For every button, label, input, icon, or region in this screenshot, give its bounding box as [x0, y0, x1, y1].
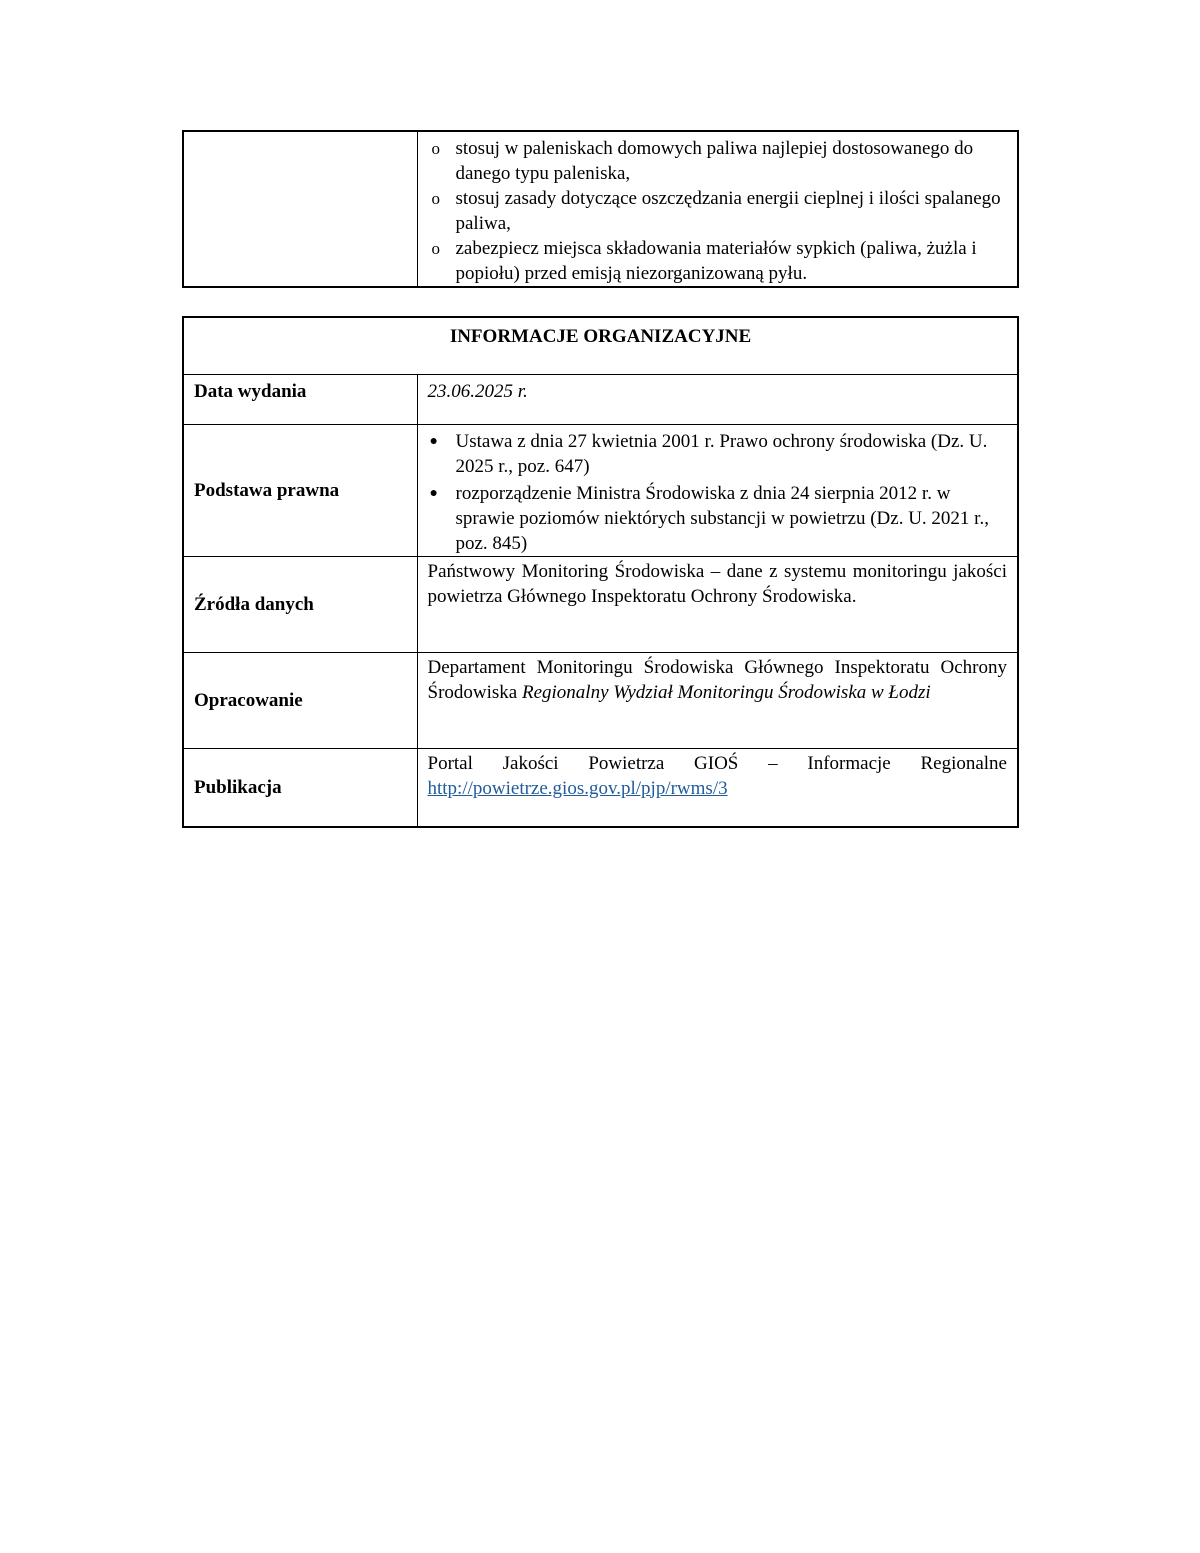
data-wydania-value: 23.06.2025 r.: [417, 374, 1018, 424]
list-item: [428, 429, 1008, 479]
legal-basis-text: Ustawa z dnia 27 kwietnia 2001 r. Prawo ochrony środowiska (Dz. U. 2025 r., poz. 647): [455, 430, 988, 477]
table-row: [183, 424, 1018, 556]
disc-bullet-icon: ●: [429, 433, 438, 449]
recommendations-empty-cell: [183, 131, 417, 287]
recommendation-text: stosuj zasady dotyczące oszczędzania energii cieplnej i ilości spalanego paliwa,: [455, 188, 1001, 234]
circle-bullet-icon: o: [431, 239, 440, 258]
podstawa-prawna-label: Podstawa prawna: [183, 424, 417, 556]
recommendations-row: [183, 131, 1018, 287]
publikacja-text: Portal Jakości Powietrza GIOŚ – Informacje Regionalne: [427, 752, 1007, 774]
header-row: [183, 317, 1018, 374]
publikacja-label: Publikacja: [183, 748, 417, 827]
recommendations-cell: [417, 131, 1018, 287]
list-item: [428, 481, 1008, 556]
organizational-info-table: [182, 316, 1019, 828]
recommendations-list: [428, 136, 1008, 286]
opracowanie-label: Opracowanie: [183, 652, 417, 748]
table-row: [183, 374, 1018, 424]
table-row: [183, 748, 1018, 827]
opracowanie-cell: [417, 652, 1018, 748]
list-item: [428, 136, 1008, 186]
circle-bullet-icon: o: [431, 189, 440, 208]
legal-basis-list: [428, 429, 1008, 556]
table-row: [183, 556, 1018, 652]
disc-bullet-icon: ●: [429, 485, 438, 501]
table-header: INFORMACJE ORGANIZACYJNE: [183, 317, 1018, 374]
publikacja-link[interactable]: http://powietrze.gios.gov.pl/pjp/rwms/3: [427, 777, 728, 799]
recommendation-text: zabezpiecz miejsca składowania materiałów sypkich (paliwa, żużla i popiołu) przed emisją niezorganizowaną pyłu.: [455, 238, 977, 284]
publikacja-cell: [417, 748, 1018, 827]
opracowanie-text: Departament Monitoringu Środowiska Głównego Inspektoratu Ochrony Środowiska: [427, 656, 1007, 703]
list-item: [428, 186, 1008, 236]
zrodla-danych-value: Państwowy Monitoring Środowiska – dane z systemu monitoringu jakości powietrza Głównego Inspektoratu Ochrony Środowiska.: [417, 556, 1018, 652]
opracowanie-italic-text: Regionalny Wydział Monitoringu Środowiska w Łodzi: [521, 681, 931, 703]
list-item: [428, 236, 1008, 286]
legal-basis-text: rozporządzenie Ministra Środowiska z dnia 24 sierpnia 2012 r. w sprawie poziomów niektórych substancji w powietrzu (Dz. U. 2021 r., poz. 845): [455, 482, 989, 554]
table-row: [183, 652, 1018, 748]
recommendations-table: [182, 130, 1019, 288]
circle-bullet-icon: o: [431, 139, 440, 158]
podstawa-prawna-cell: [417, 424, 1018, 556]
zrodla-danych-label: Źródła danych: [183, 556, 417, 652]
data-wydania-label: Data wydania: [183, 374, 417, 424]
recommendation-text: stosuj w paleniskach domowych paliwa najlepiej dostosowanego do danego typu paleniska,: [455, 138, 974, 184]
